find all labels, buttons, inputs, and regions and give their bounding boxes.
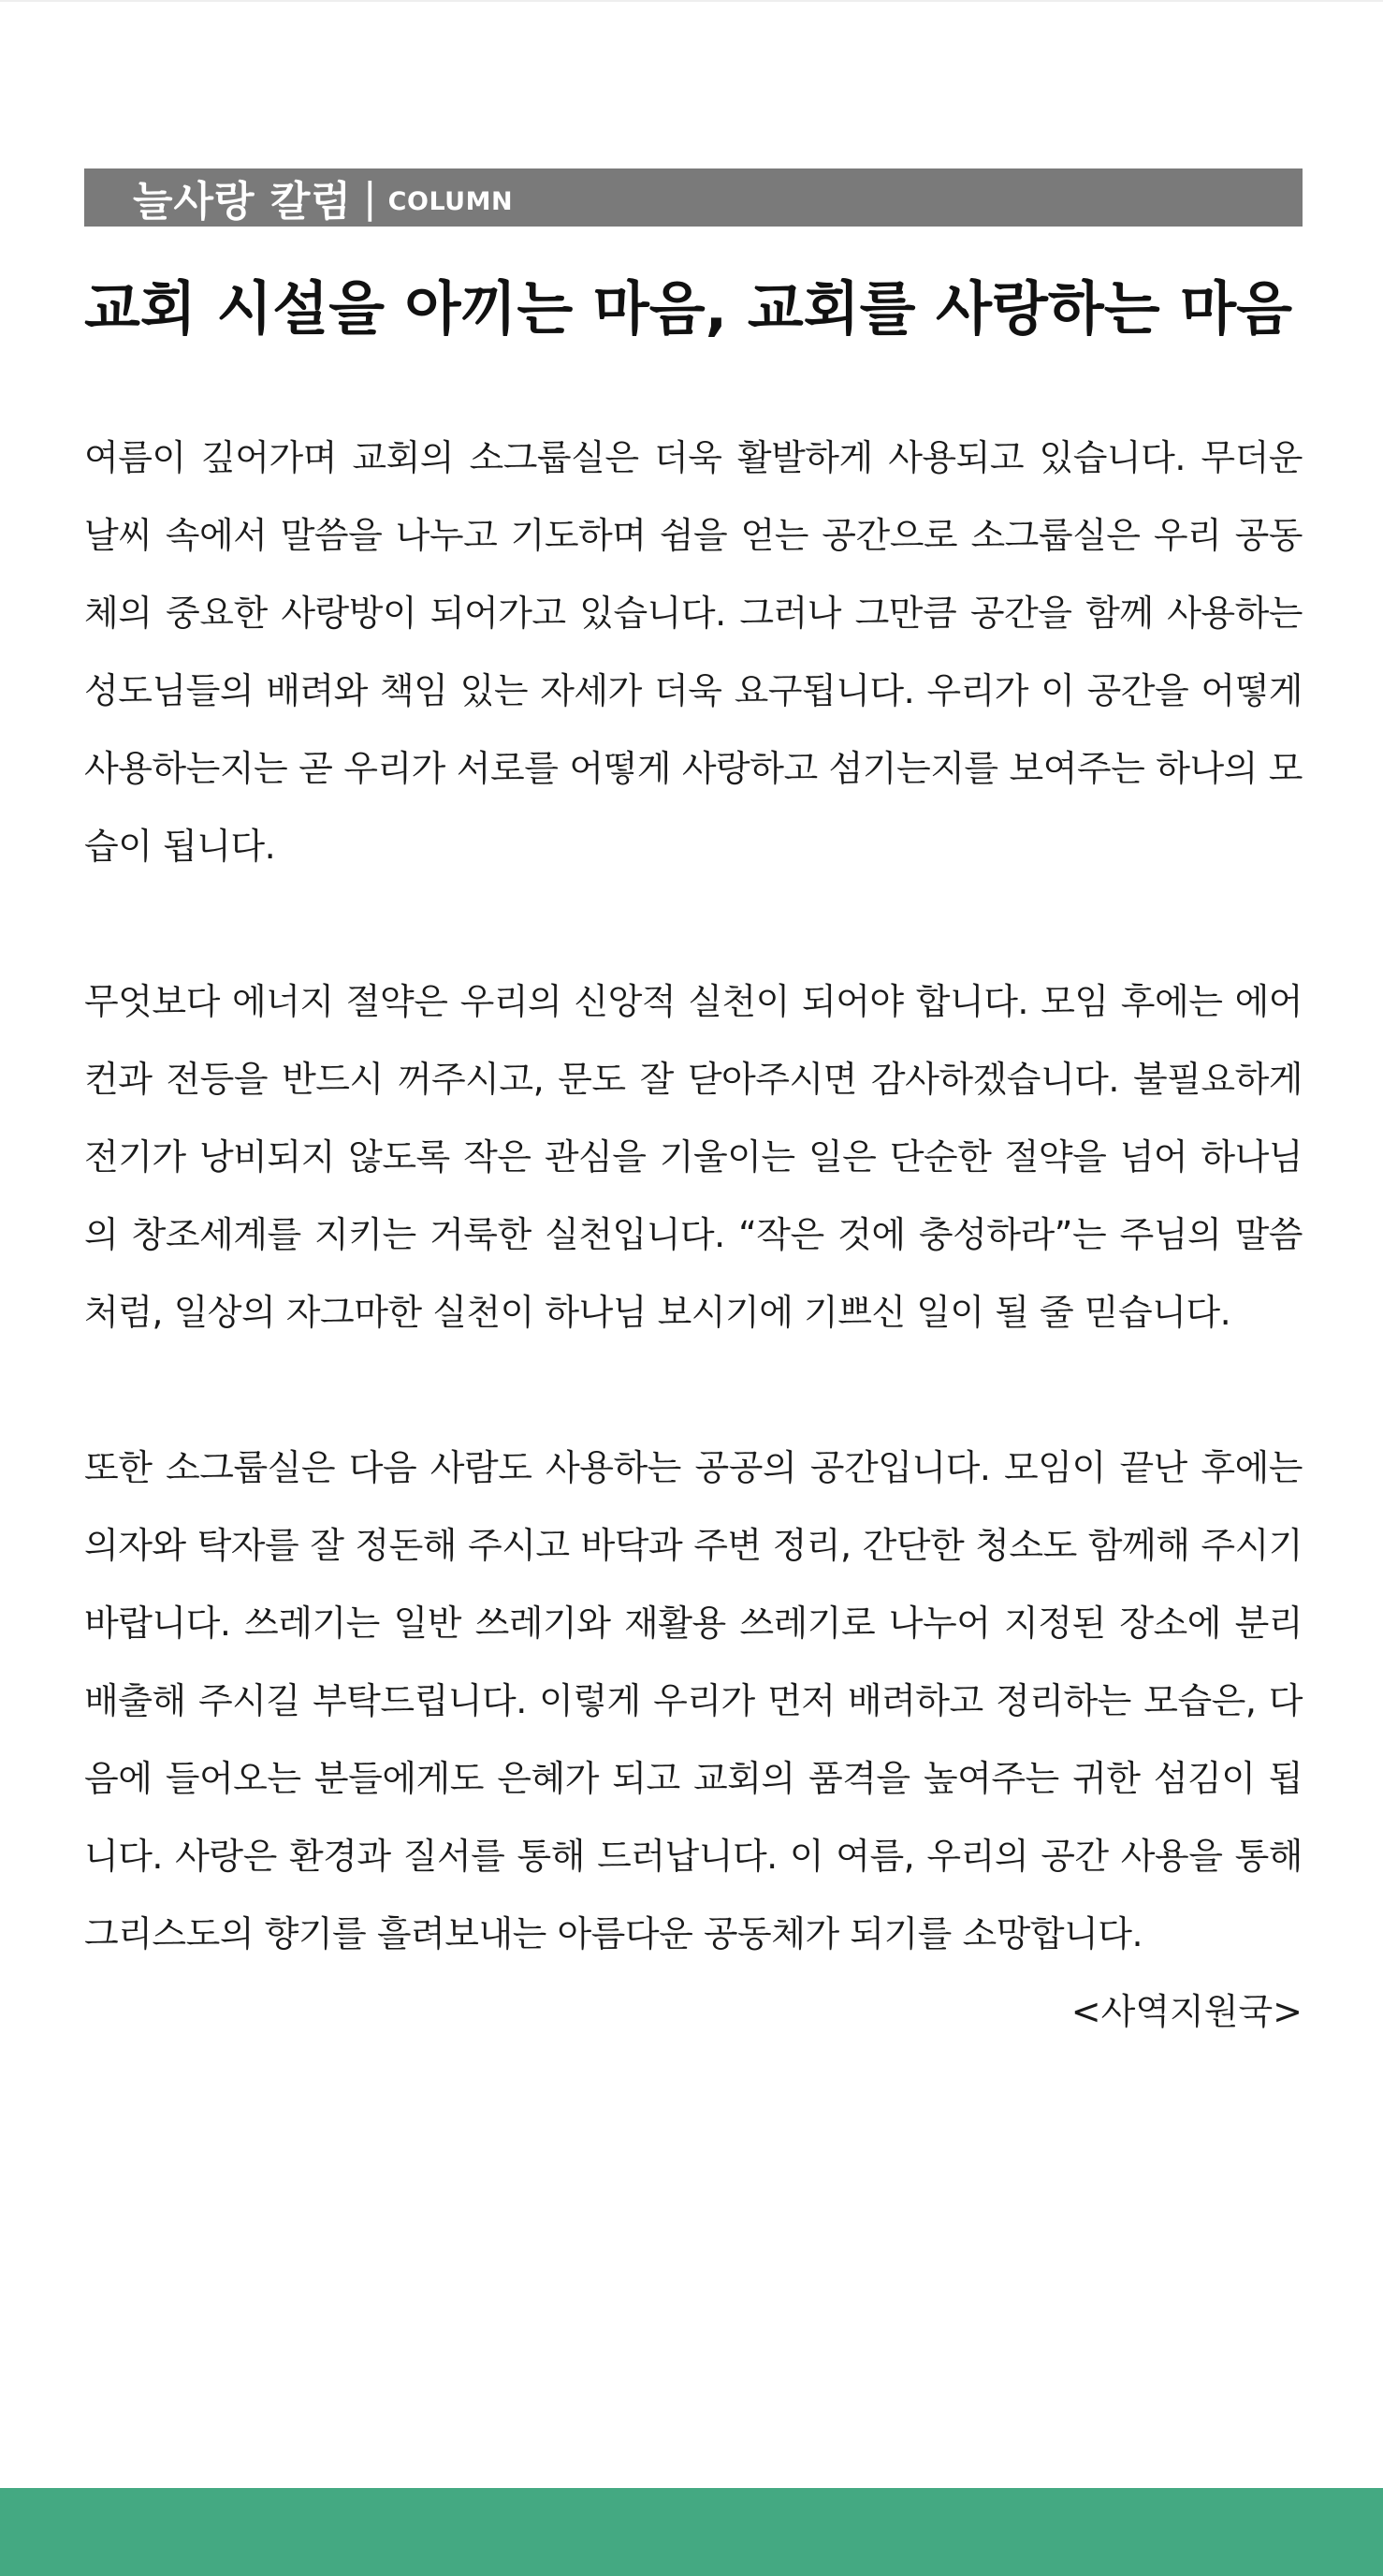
paragraph-1: 여름이 깊어가며 교회의 소그룹실은 더욱 활발하게 사용되고 있습니다. 무더운 날씨 속에서 말씀을 나누고 기도하며 쉼을 얻는 공간으로 소그룹실은 우리 공동체의 중요한 사랑방이 되어가고 있습니다. 그러나 그만큼 공간을 함께 사용하는 성도님들의 배려와 책임 있는 자세가 더욱 요구됩니다. 우리가 이 공간을 어떻게 사용하는지는 곧 우리가 서로를 어떻게 사랑하고 섬기는지를 보여주는 하나의 모습이 됩니다. (84, 437, 1303, 867)
paragraph-3: 또한 소그룹실은 다음 사람도 사용하는 공공의 공간입니다. 모임이 끝난 후에는 의자와 탁자를 잘 정돈해 주시고 바닥과 주변 정리, 간단한 청소도 함께해 주시기 바랍니다. 쓰레기는 일반 쓰레기와 재활용 쓰레기로 나누어 지정된 장소에 분리배출해 주시길 부탁드립니다. 이렇게 우리가 먼저 배려하고 정리하는 모습은, 다음에 들어오는 분들에게도 은혜가 되고 교회의 품격을 높여주는 귀한 섬김이 됩니다. 사랑은 환경과 질서를 통해 드러납니다. 이 여름, 우리의 공간 사용을 통해 그리스도의 향기를 흘려보내는 아름다운 공동체가 되기를 소망합니다. (84, 1447, 1303, 1954)
column-separator: | (362, 173, 377, 222)
column-name: 늘사랑 칼럼 (133, 178, 352, 226)
footer-bar (0, 2488, 1383, 2576)
top-divider (0, 0, 1383, 2)
article-body (84, 419, 1303, 2051)
author-signature: <사역지원국> (1070, 1991, 1303, 2032)
column-tag: COLUMN (387, 186, 514, 216)
column-header-bar (84, 168, 1303, 227)
article-title: 교회 시설을 아끼는 마음, 교회를 사랑하는 마음 (84, 274, 1293, 343)
paragraph-2: 무엇보다 에너지 절약은 우리의 신앙적 실천이 되어야 합니다. 모임 후에는 에어컨과 전등을 반드시 꺼주시고, 문도 잘 닫아주시면 감사하겠습니다. 불필요하게 전기가 낭비되지 않도록 작은 관심을 기울이는 일은 단순한 절약을 넘어 하나님의 창조세계를 지키는 거룩한 실천입니다. “작은 것에 충성하라”는 주님의 말씀처럼, 일상의 자그마한 실천이 하나님 보시기에 기쁘신 일이 될 줄 믿습니다. (84, 981, 1303, 1333)
